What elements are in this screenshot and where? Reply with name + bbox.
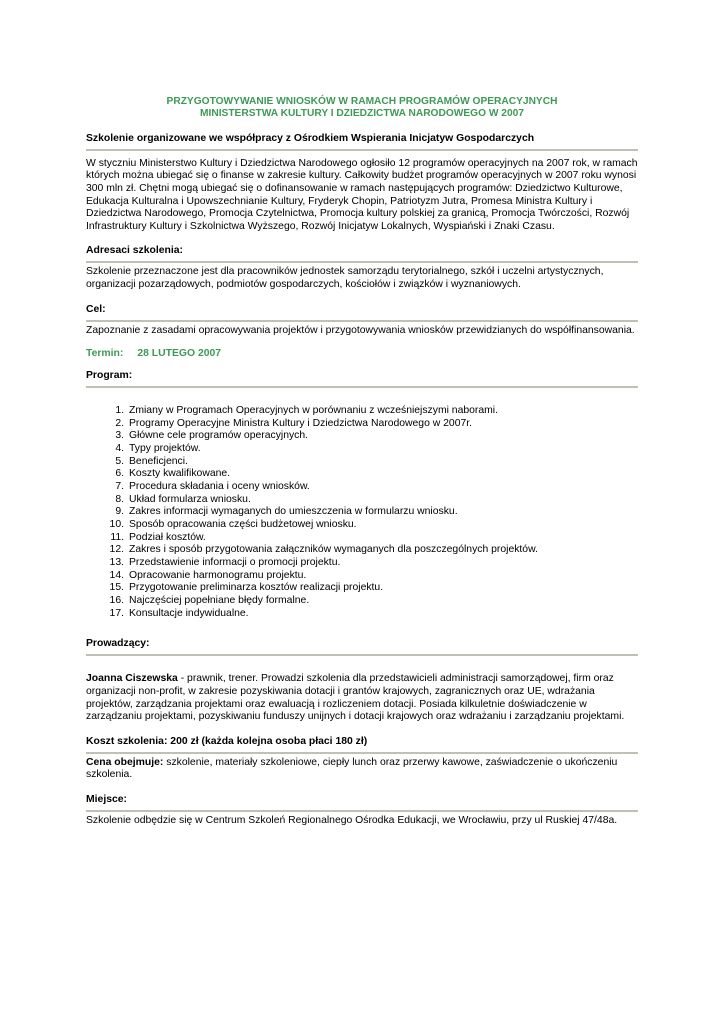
program-item (86, 570, 638, 583)
program-item-number: 14. (109, 569, 124, 581)
program-item-number: 15. (109, 582, 124, 594)
program-item (86, 468, 638, 481)
program-item-text: Sposób opracowania części budżetowej wniosku. (129, 519, 357, 531)
miejsce-text: Szkolenie odbędzie się w Centrum Szkoleń Regionalnego Ośrodka Edukacji, we Wrocławiu, przy ul Ruskiej 47/48a. (86, 814, 618, 826)
program-item-number: 13. (109, 557, 124, 569)
program-item (86, 532, 638, 545)
adresaci-heading: Adresaci szkolenia: (86, 245, 184, 257)
program-item-number: 11. (110, 531, 124, 543)
program-item (86, 494, 638, 507)
cel-text: Zapoznanie z zasadami opracowywania projektów i przygotowywania wniosków przewidzianych do współfinansowania. (86, 324, 635, 336)
program-list (86, 405, 638, 620)
termin-label: Termin: (86, 348, 124, 360)
divider (86, 752, 638, 754)
miejsce-heading: Miejsce: (86, 793, 128, 805)
program-item-number: 16. (109, 595, 124, 606)
adresaci-text: Szkolenie przeznaczone jest dla pracowników jednostek samorządu terytorialnego, szkół i uczelni artystycznych, organizacji pozarządowych, podmiotów gospodarczych, kościołów i związków i wyznaniowych. (86, 266, 604, 290)
program-item-text: Koszty kwalifikowane. (129, 468, 231, 480)
program-item (86, 418, 638, 431)
program-item-text: Programy Operacyjne Ministra Kultury i Dziedzictwa Narodowego w 2007r. (129, 417, 473, 429)
title-line-2: MINISTERSTWA KULTURY I DZIEDZICTWA NARODOWEGO W 2007 (200, 108, 524, 120)
program-item (86, 557, 638, 570)
termin (86, 347, 638, 360)
intro-paragraph: W styczniu Ministerstwo Kultury i Dziedzictwa Narodowego ogłosiło 12 programów operacyjnych na 2007 rok, w ramach których można ubiegać się o finanse w zakresie kultury. Całkowity budżet programów operacyjnych w 2007 roku wynosi 300 mln zł. Chętni mogą ubiegać się o dofinansowanie w ramach następujących programów: Dziedzictwo Kulturowe, Edukacja Kulturalna i Upowszechnianie Kultury, Fryderyk Chopin, Patriotyzm Jutra, Promesa Ministra Kultury i Dziedzictwa Narodowego, Promocja Czytelnictwa, Promocja kultury polskiej za granicą, Promocja Twórczości, Rozwój Infrastruktury Kultury i Szkolnictwa Wyższego, Rozwój Inicjatyw Lokalnych, Wyspiański i Znaki Czasu. (86, 157, 638, 232)
program-item-number: 1. (115, 405, 124, 417)
program-item (86, 443, 638, 456)
trainer-name: Joanna Ciszewska (86, 673, 178, 685)
cena-text: szkolenie, materiały szkoleniowe, ciepły lunch oraz przerwy kawowe, zaświadczenie o ukończeniu szkolenia. (86, 756, 618, 781)
program-item (86, 608, 638, 621)
divider (86, 320, 638, 322)
prowadzacy-text (86, 673, 638, 723)
program-item-text: Beneficjenci. (129, 455, 188, 467)
document-page (86, 96, 638, 827)
title-line-1: PRZYGOTOWYWANIE WNIOSKÓW W RAMACH PROGRAMÓW OPERACYJNYCH (166, 96, 558, 107)
program-item-number: 12. (109, 544, 124, 556)
program-item-text: Procedura składania i oceny wniosków. (129, 481, 310, 493)
program-item-number: 2. (115, 417, 124, 429)
prowadzacy-heading: Prowadzący: (86, 638, 150, 650)
cena-label: Cena obejmuje: (86, 756, 164, 768)
program-item-number: 17. (109, 607, 124, 619)
cena-obejmuje (86, 757, 638, 782)
program-item-text: Zakres i sposób przygotowania załączników wymaganych dla poszczególnych projektów. (129, 544, 538, 556)
program-item-text: Najczęściej popełniane błędy formalne. (129, 595, 310, 606)
divider (86, 149, 638, 151)
program-item-text: Typy projektów. (129, 443, 201, 455)
program-item-number: 6. (115, 468, 124, 480)
program-item (86, 506, 638, 519)
program-item-text: Opracowanie harmonogramu projektu. (129, 569, 307, 581)
program-item-number: 10. (109, 519, 124, 531)
program-item-number: 9. (115, 506, 124, 518)
divider (86, 261, 638, 263)
program-item-text: Przedstawienie informacji o promocji projektu. (129, 557, 341, 569)
program-item-text: Zakres informacji wymaganych do umieszczenia w formularzu wniosku. (129, 506, 458, 518)
program-item-number: 5. (115, 455, 124, 467)
program-item (86, 595, 638, 608)
program-item (86, 405, 638, 418)
program-item-text: Konsultacje indywidualne. (129, 607, 249, 619)
program-item-text: Główne cele programów operacyjnych. (129, 430, 309, 442)
trainer-bio: - prawnik, trener. Prowadzi szkolenia dla przedstawicieli administracji samorządowej, firm oraz organizacji non-profit, w zakresie pozyskiwania dotacji i grantów krajowych, zagranicznych oraz UE, wdrażania projektów, zarządzania projektami oraz ewaluacją i rozliczeniem dotacji. Posiada kilkuletnie doświadczenie w zarządzaniu projektami, pozyskiwaniu funduszy unijnych i dotacji krajowych oraz wdrażaniu i zarządzaniu projektami. (86, 673, 625, 723)
program-item-text: Przygotowanie preliminarza kosztów realizacji projektu. (129, 582, 384, 594)
program-item-number: 4. (115, 443, 124, 455)
divider (86, 386, 638, 388)
program-item-number: 7. (115, 481, 124, 493)
program-item (86, 544, 638, 557)
program-item-number: 3. (115, 430, 124, 442)
divider (86, 654, 638, 656)
program-item (86, 430, 638, 443)
program-item-text: Zmiany w Programach Operacyjnych w porównaniu z wcześniejszymi naborami. (129, 405, 499, 417)
program-item (86, 582, 638, 595)
program-item-text: Układ formularza wniosku. (129, 493, 251, 505)
termin-value: 28 LUTEGO 2007 (137, 348, 222, 360)
cel-heading: Cel: (86, 303, 106, 315)
program-item-text: Podział kosztów. (129, 531, 206, 543)
document-title (86, 96, 638, 121)
program-heading: Program: (86, 370, 133, 382)
subtitle: Szkolenie organizowane we współpracy z Ośrodkiem Wspierania Inicjatyw Gospodarczych (86, 132, 535, 144)
koszt-szkolenia: Koszt szkolenia: 200 zł (każda kolejna osoba płaci 180 zł) (86, 735, 368, 747)
divider (86, 810, 638, 812)
program-item (86, 456, 638, 469)
program-item-number: 8. (115, 493, 124, 505)
program-item (86, 481, 638, 494)
program-item (86, 519, 638, 532)
